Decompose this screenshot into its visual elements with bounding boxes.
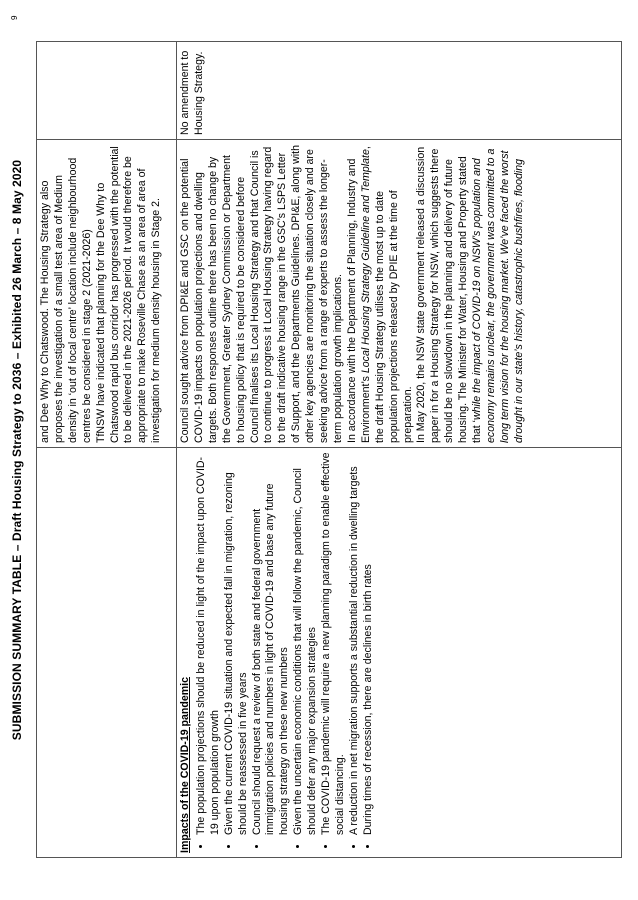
issue-cell xyxy=(37,448,177,858)
response-paragraph: TfNSW have indicated that planning for the Dee Why to Chatswood rapid bus corridor has progressed with the potential to be delivered in the 2021-2026 period. It would therefore be appropriate to make Roseville Chase as an area of area of investigation for medium density housing in Stage 2. xyxy=(94,146,163,443)
list-item: • Council should request a review of both state and federal government immigration policies and numbers in light of COVID-19 and base any future housing strategy on these new numbers xyxy=(251,452,293,835)
response-paragraph xyxy=(415,144,526,443)
response-text: In accordance with the Department of Planning, Industry and Environment’s xyxy=(345,158,372,443)
page-number: 9 xyxy=(10,15,19,20)
outcome-cell xyxy=(37,42,177,140)
response-cell xyxy=(177,140,622,448)
response-cell xyxy=(37,140,177,448)
issue-points-list xyxy=(195,452,376,853)
response-text: In May 2020, the NSW state government released a discussion paper in for a Housing Strategy for NSW, which suggests there should be no slowdown in the planning and delivery of future housing. The Minister for Water, Housing and Property stated that ‘ xyxy=(415,146,484,443)
response-text: , the draft Housing Strategy utilises the most up to date population projections released by DPIE at the time of preparation. xyxy=(359,146,414,443)
guideline-title: Local Housing Strategy Guideline and Template xyxy=(359,149,372,374)
issue-heading-text: Impacts of the COVID-19 pandemic xyxy=(179,676,191,853)
page-title: SUBMISSION SUMMARY TABLE – Draft Housing Strategy to 2036 – Exhibited 26 March – 8 May 2020 xyxy=(10,159,24,741)
list-item: • Given the current COVID-19 situation and expected fall in migration, rezoning should be reassessed in five years xyxy=(223,452,251,835)
list-item: • The population projections should be reduced in light of the impact upon COVID-19 upon population growth xyxy=(195,452,223,835)
table-row xyxy=(177,42,622,858)
issue-cell xyxy=(177,448,622,858)
minister-quote: while the impact of COVID-19 on NSW’s population and economy remains unclear, the government was committed to a long term vision for the housing market. We’ve faced the worst drought in our state’s history, catastrophic bushfires, flooding xyxy=(471,148,525,443)
response-paragraph: and Dee Why to Chatswood. The Housing Strategy also proposes the investigation of a small test area of Medium density in ‘out of local centre’ location include neighbourhood centres be considered in stage 2 (2021-2026) xyxy=(39,157,93,443)
outcome-text: No amendment to Housing Strategy. xyxy=(179,50,205,135)
submission-summary-table xyxy=(36,41,622,858)
table-row xyxy=(37,42,177,858)
list-item: • The COVID-19 pandemic will require a new planning paradigm to enable effective social distancing. xyxy=(320,452,348,835)
list-item: • Given the uncertain economic conditions that will follow the pandemic, Council should defer any major expansion strategies xyxy=(292,452,320,835)
response-paragraph: Council sought advice from DPI&E and GSC on the potential COVID-19 impacts on population projections and dwelling targets. Both responses outline there has been no change by the Government, Greater Sydney Commission or Department to housing policy that is required to be considered before Council finalises its Local Housing Strategy and that Council is to continue to progress it Local Housing Strategy having regard to the draft indicative housing range in the GSC’s LSPS Letter of Support, and the Departments Guidelines. DPI&E, along with other key agencies are monitoring the situation closely and are seeking advice from a range of experts to assess the longer-term population growth implications. xyxy=(179,145,344,443)
list-item: • A reduction in net migration supports a substantial reduction in dwelling targets xyxy=(348,452,362,835)
issue-heading xyxy=(179,452,193,853)
outcome-cell xyxy=(177,42,622,140)
response-paragraph xyxy=(346,144,416,443)
list-item: • During times of recession, there are declines in birth rates xyxy=(362,452,376,835)
